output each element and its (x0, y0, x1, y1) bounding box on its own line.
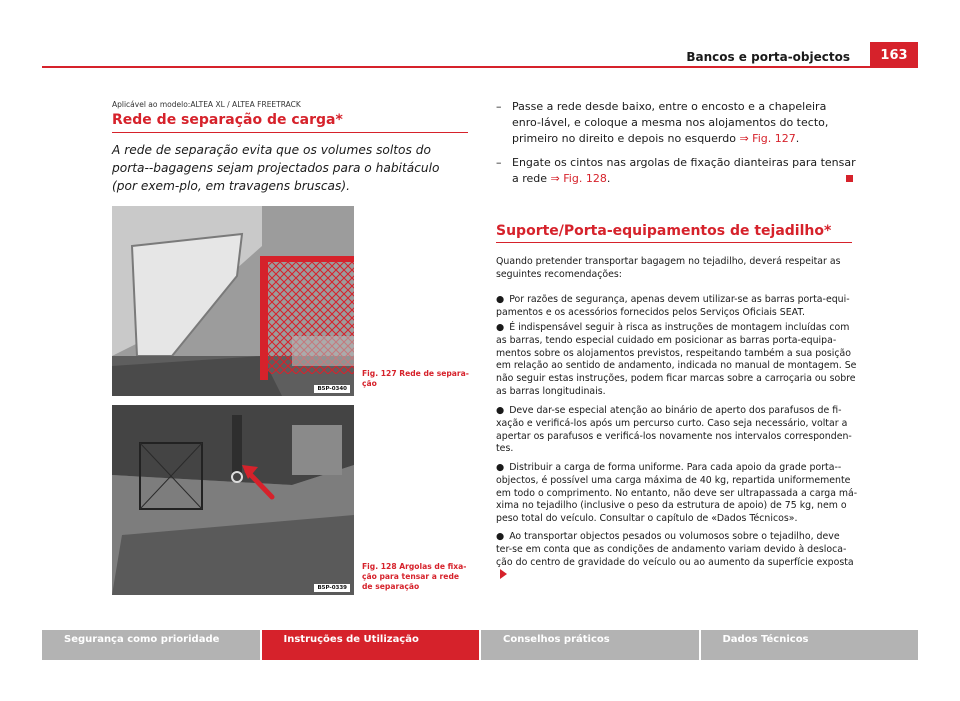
section-title-roof-rack: Suporte/Porta-equipamentos de tejadilho* (496, 223, 832, 239)
tab-operating-instructions[interactable]: Instruções de Utilização (262, 630, 480, 660)
bullet-item: ● Deve dar-se especial atenção ao binário de aperto dos parafusos de fi-xação e verificá-los após um percurso curto. Caso seja necessário, voltar a apertar os parafusos e verificá-los novamente nos intervalos corresponden-tes. (496, 405, 852, 455)
running-header-title: Bancos e porta-objectos (686, 50, 850, 64)
figure-128-caption: Fig. 128 Argolas de fixa-ção para tensar a rede de separação (362, 562, 467, 591)
figure-127-image (112, 206, 354, 396)
figure-127-caption: Fig. 127 Rede de separa-ção (362, 369, 469, 388)
instruction-step (496, 155, 856, 187)
figure-reference-link[interactable]: ⇒ Fig. 128 (550, 172, 607, 185)
bullet-icon: ● (496, 531, 505, 542)
page-number: 163 (870, 42, 918, 68)
chapter-tabs (42, 630, 918, 660)
fixing-rings-illustration (112, 405, 354, 595)
bullet-icon: ● (496, 322, 505, 333)
bullet-icon: ● (496, 294, 505, 305)
header-rule (42, 66, 918, 68)
figure-reference-link[interactable]: ⇒ Fig. 127 (739, 132, 796, 145)
step-dash: – (496, 100, 502, 113)
continue-arrow-icon (500, 569, 507, 579)
step-text: Passe a rede desde baixo, entre o encosto e a chapeleira enro-lável, e coloque a mesma nos alojamentos do tecto, primeiro no direito e depois no esquerdo ⇒ Fig. 127. (512, 100, 829, 145)
bullet-item: ● Ao transportar objectos pesados ou volumosos sobre o tejadilho, deve ter-se em conta que as condições de andamento variam devido à desloca-ção do centro de gravidade do veículo ou ao aumento da superfície exposta (496, 531, 858, 583)
tab-practical-tips[interactable]: Conselhos práticos (481, 630, 699, 660)
step-dash: – (496, 156, 502, 169)
instruction-step (496, 99, 856, 147)
section-rule (112, 132, 468, 133)
section-end-marker (846, 175, 853, 182)
tab-technical-data[interactable]: Dados Técnicos (701, 630, 919, 660)
figure-128-image (112, 405, 354, 595)
applicability-note: Aplicável ao modelo:ALTEA XL / ALTEA FREETRACK (112, 100, 301, 109)
bullet-item: ● Distribuir a carga de forma uniforme. Para cada apoio da grade porta--objectos, é possível uma carga máxima de 40 kg, repartida uniformemente em todo o comprimento. No entanto, não deve ser ultrapassada a carga má-xima no tejadilho (inclusive o peso da estrutura de apoio) de 75 kg, nem o peso total do veículo. Consultar o capítulo de «Dados Técnicos». (496, 462, 858, 525)
bullet-icon: ● (496, 405, 505, 416)
bullet-item: ● Por razões de segurança, apenas devem utilizar-se as barras porta-equi-pamentos e os acessórios fornecidos pelos Serviços Oficiais SEAT. (496, 294, 850, 318)
bullet-icon: ● (496, 462, 505, 473)
section-rule (496, 242, 852, 243)
step-text: Engate os cintos nas argolas de fixação dianteiras para tensar a rede ⇒ Fig. 128. (512, 156, 856, 185)
section-title-cargo-net: Rede de separação de carga* (112, 112, 343, 128)
section-intro: A rede de separação evita que os volumes soltos do porta--bagagens sejam projectados para o habitáculo (por exem-plo, em travagens bruscas). (112, 143, 440, 193)
cargo-net-illustration (112, 206, 354, 396)
figure-127-code: B5P-0340 (314, 385, 350, 393)
bullet-item: ● É indispensável seguir à risca as instruções de montagem incluídas com as barras, tendo especial cuidado em posicionar as barras porta-equipa-mentos sobre os alojamentos previstos, respeitando também a sua posição em relação ao sentido de andamento, indicada no manual de montagem. Se não seguir estas instruções, podem ficar marcas sobre a carroçaria ou sobre as barras longitudinais. (496, 322, 857, 397)
figure-128-code: B5P-0339 (314, 584, 350, 592)
section-lead-paragraph: Quando pretender transportar bagagem no tejadilho, deverá respeitar as seguintes recomendações: (496, 256, 841, 280)
tab-safety[interactable]: Segurança como prioridade (42, 630, 260, 660)
